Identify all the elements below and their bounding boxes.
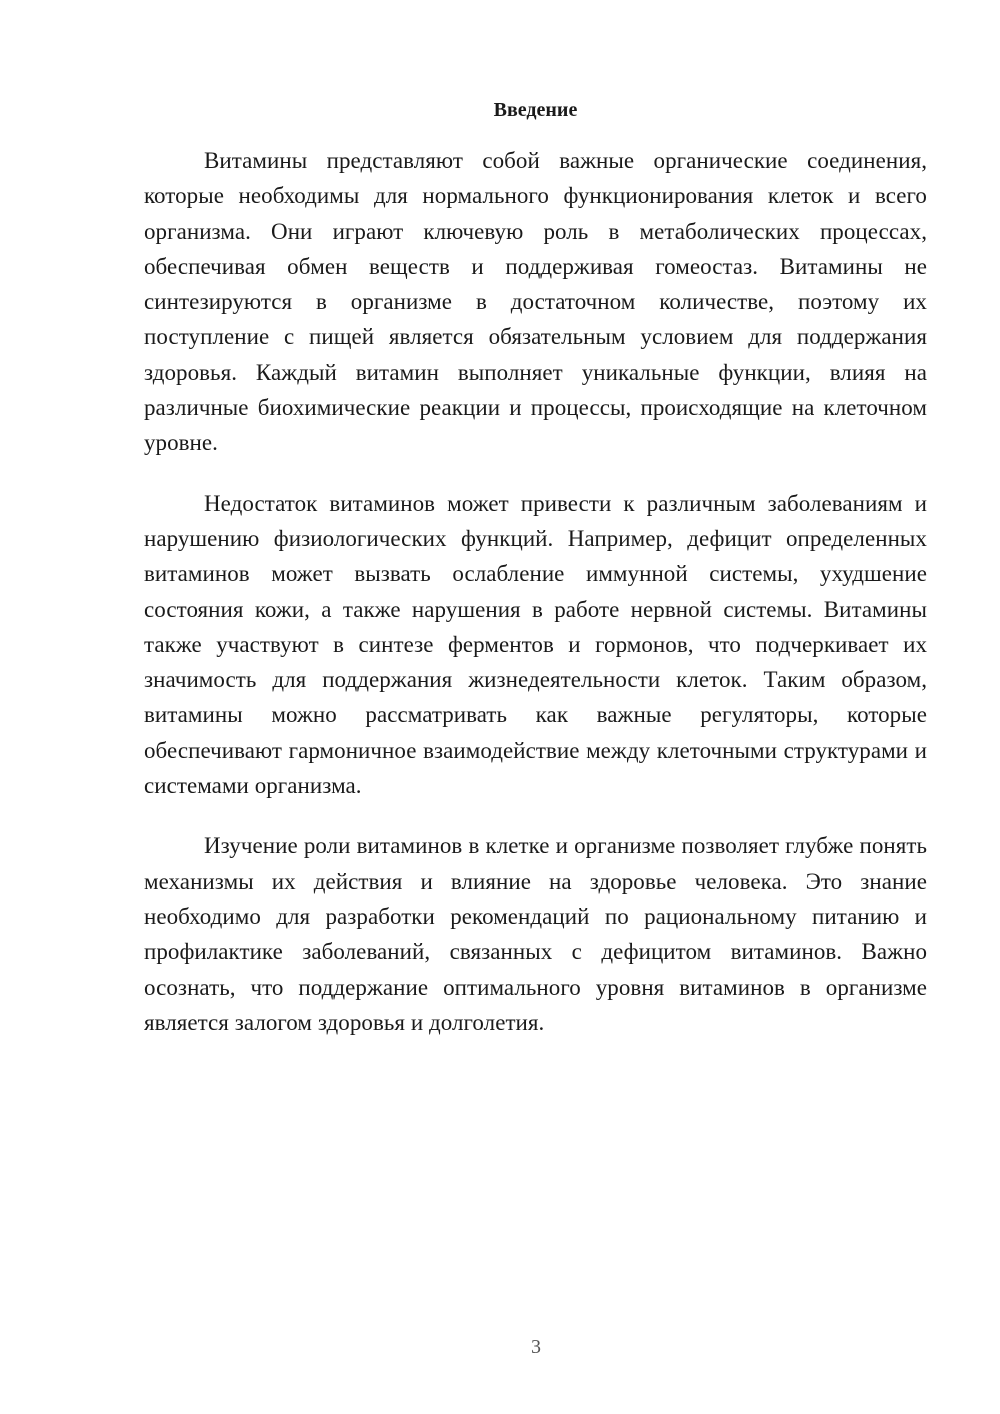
page-number: 3: [531, 1336, 541, 1358]
body-text: [144, 143, 927, 1065]
paragraph-2: Недостаток витаминов может привести к различным заболеваниям и нарушению физиологических функций. Например, дефицит определенных витаминов может вызвать ослабление иммунной системы, ухудшение состояния кожи, а также нарушения в работе нервной системы. Витамины также участвуют в синтезе ферментов и гормонов, что подчеркивает их значимость для поддержания жизнедеятельности клеток. Таким образом, витамины можно рассматривать как важные регуляторы, которые обеспечивают гармоничное взаимодействие между клеточными структурами и системами организма.: [144, 490, 927, 799]
section-heading: Введение: [493, 99, 578, 121]
paragraph-1: Витамины представляют собой важные органические соединения, которые необходимы для нормального функционирования клеток и всего организма. Они играют ключевую роль в метаболических процессах, обеспечивая обмен веществ и поддерживая гомеостаз. Витамины не синтезируются в организме в достаточном количестве, поэтому их поступление с пищей является обязательным условием для поддержания здоровья. Каждый витамин выполняет уникальные функции, влияя на различные биохимические реакции и процессы, происходящие на клеточном уровне.: [144, 148, 927, 456]
paragraph-3: Изучение роли витаминов в клетке и организме позволяет глубже понять механизмы их действия и влияние на здоровье человека. Это знание необходимо для разработки рекомендаций по рациональному питанию и профилактике заболеваний, связанных с дефицитом витаминов. Важно осознать, что поддержание оптимального уровня витаминов в организме является залогом здоровья и долголетия.: [144, 833, 927, 1035]
